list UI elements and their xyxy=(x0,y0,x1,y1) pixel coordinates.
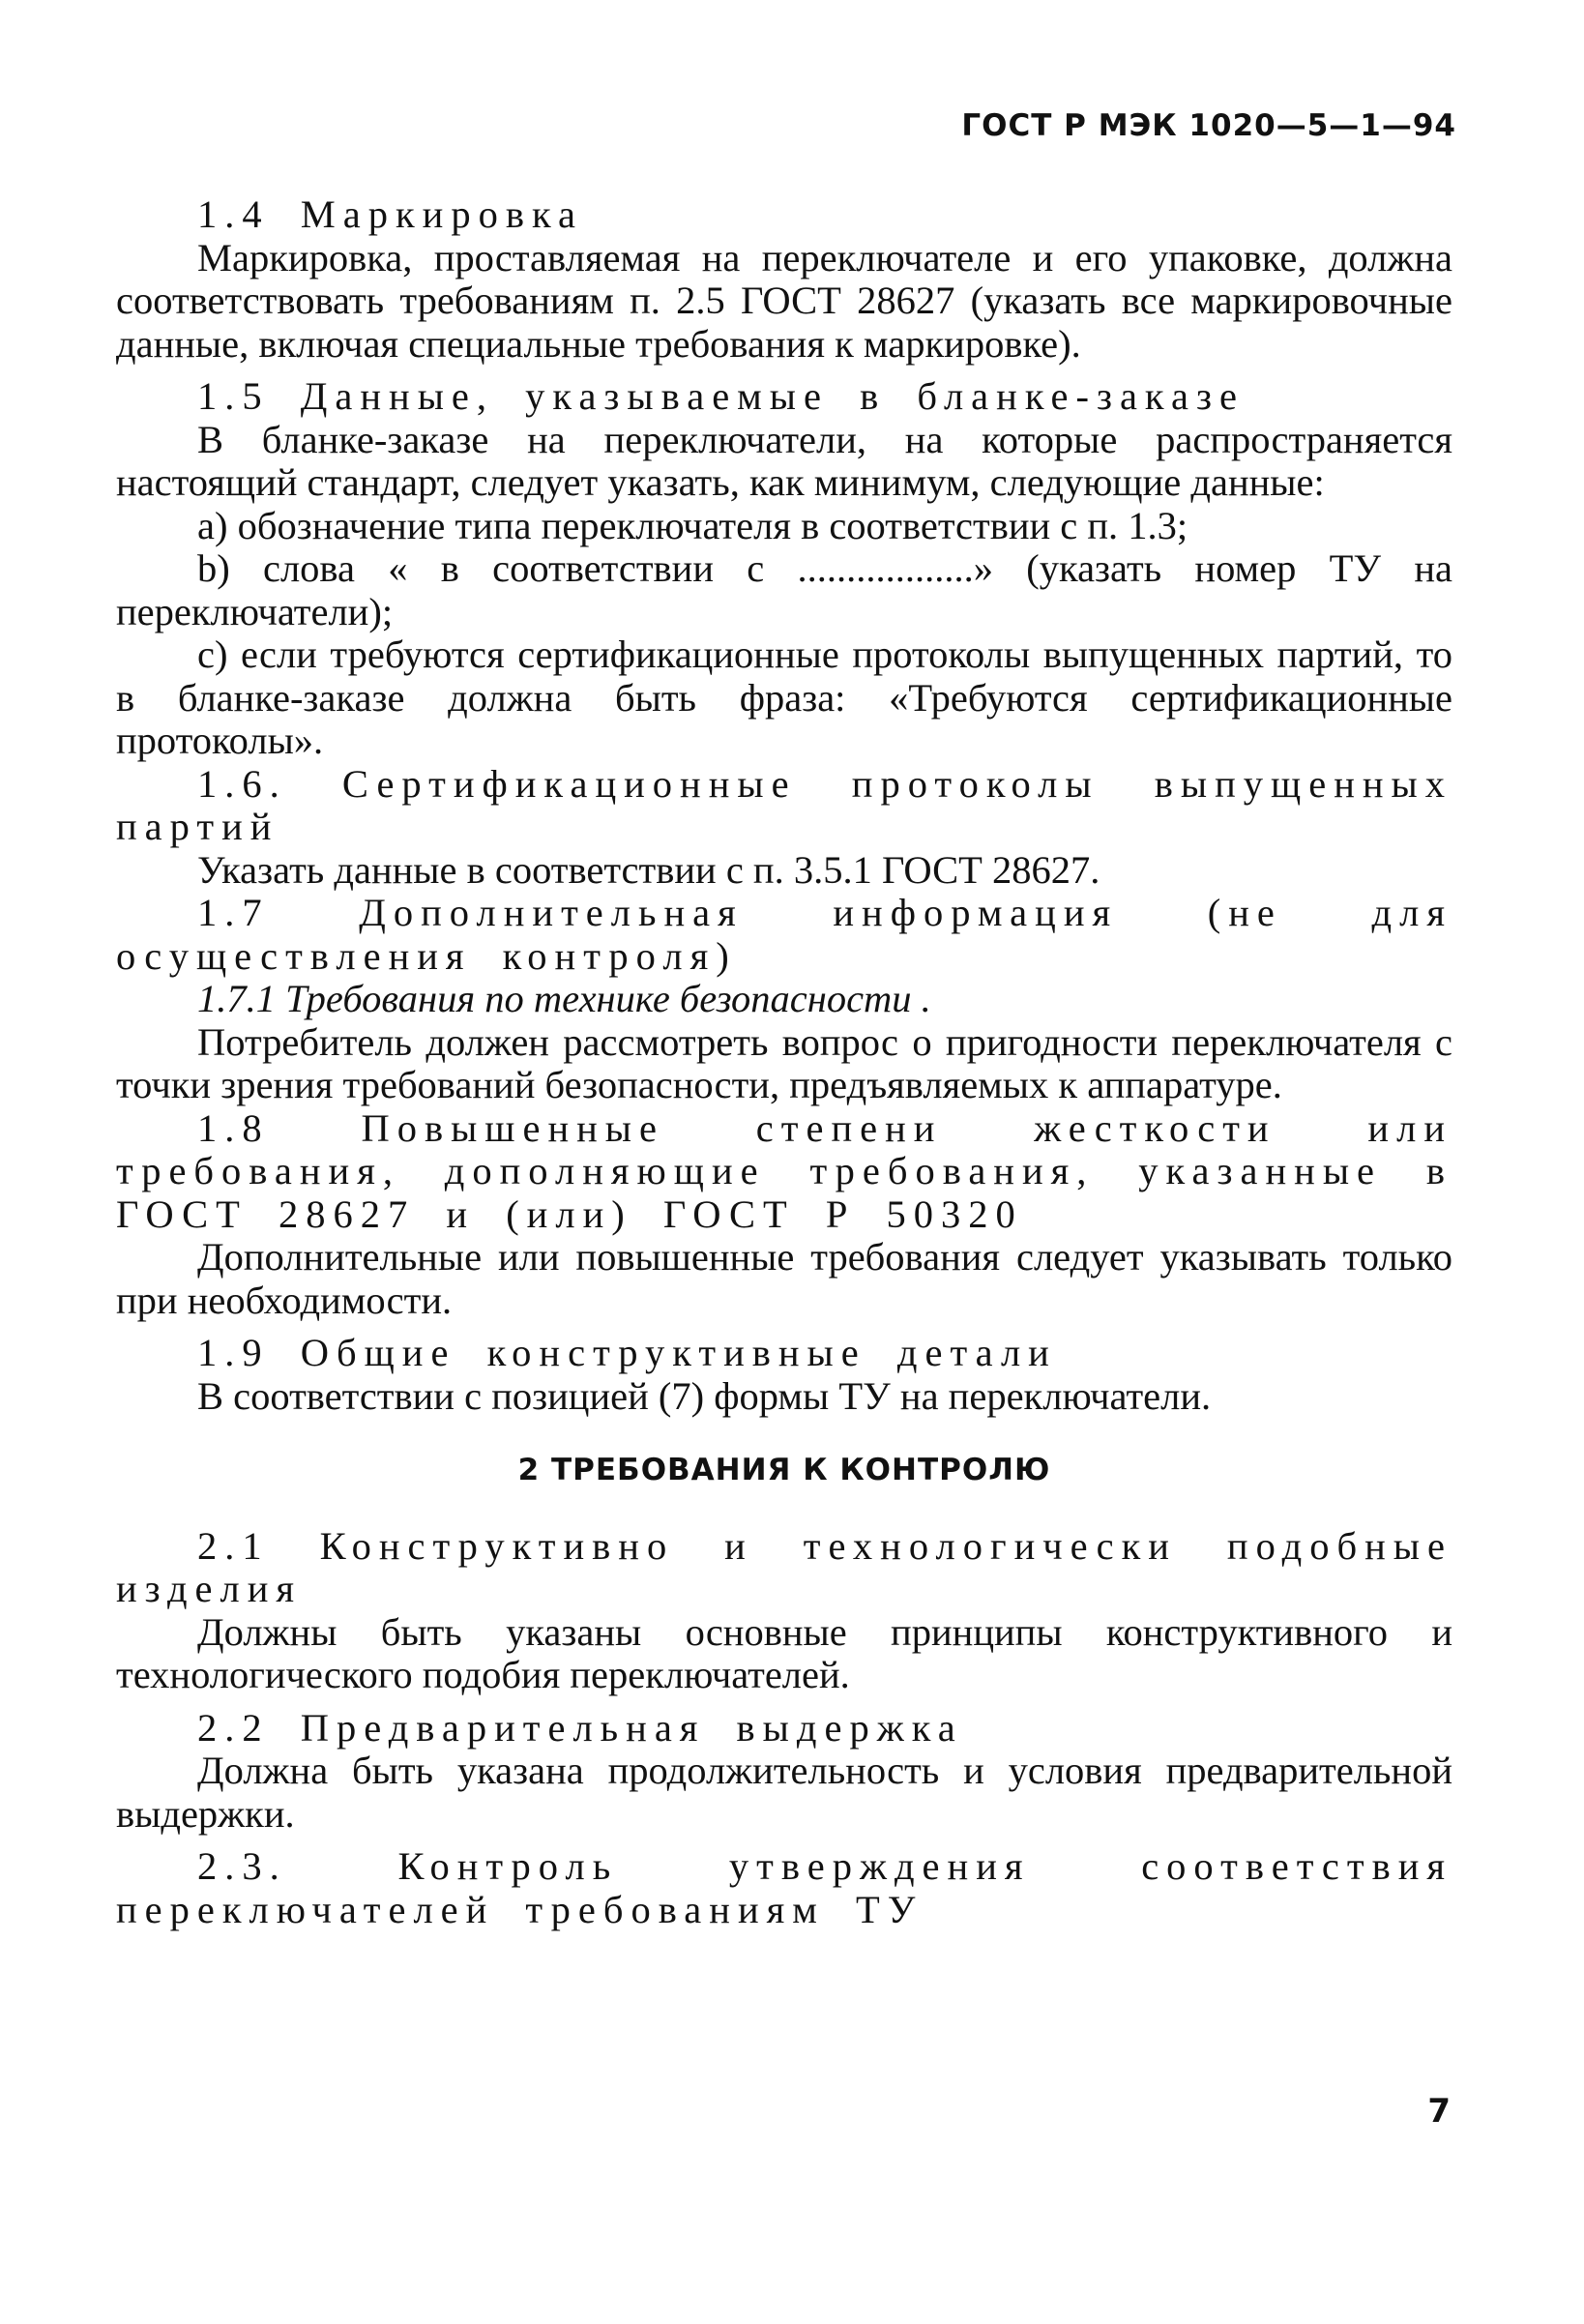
heading-2-2: 2.2 Предварительная выдержка xyxy=(197,1705,963,1750)
heading-1-7: 1.7 Дополнительная информация (не для осуществления контроля) xyxy=(116,891,1452,978)
paragraph-2-1: Должны быть указаны основные принципы конструктивного и технологического подобия переключателей. xyxy=(116,1609,1452,1696)
heading-1-8: 1.8 Повышенные степени жесткости или требования, дополняющие требования, указанные в ГОСТ 28627 и (или) ГОСТ Р 50320 xyxy=(116,1105,1452,1236)
paragraph-1-5: В бланке-заказе на переключатели, на которые распространяется настоящий стандарт, следует указать, как минимум, следующие данные: xyxy=(116,417,1452,504)
section-2-title: 2 ТРЕБОВАНИЯ К КОНТРОЛЮ xyxy=(517,1453,1051,1487)
heading-1-4: 1.4 Маркировка xyxy=(197,192,583,236)
page-number: 7 xyxy=(1427,2092,1451,2131)
paragraph-1-8: Дополнительные или повышенные требования следует указывать только при необходимости. xyxy=(116,1235,1452,1322)
heading-1-7-1: 1.7.1 Требования по технике безопасности . xyxy=(197,977,931,1020)
list-item-c: c) если требуются сертификационные протоколы выпущенных партий, то в бланке-заказе должна быть фраза: «Требуются сертификационные протоколы». xyxy=(116,632,1452,762)
heading-1-6: 1.6. Сертификационные протоколы выпущенных партий xyxy=(116,761,1452,848)
heading-2-3: 2.3. Контроль утверждения соответствия переключателей требованиям ТУ xyxy=(116,1844,1452,1931)
paragraph-1-4: Маркировка, проставляемая на переключателе и его упаковке, должна соответствовать требованиям п. 2.5 ГОСТ 28627 (указать все маркировочные данные, включая специальные требования к маркировке). xyxy=(116,235,1452,366)
list-item-a: а) обозначение типа переключателя в соответствии с п. 1.3; xyxy=(197,503,1188,547)
paragraph-1-7-1: Потребитель должен рассмотреть вопрос о пригодности переключателя с точки зрения требований безопасности, предъявляемых к аппаратуре. xyxy=(116,1019,1452,1106)
paragraph-2-2: Должна быть указана продолжительность и условия предварительной выдержки. xyxy=(116,1749,1452,1836)
list-item-b: b) слова « в соответствии с ..................» (указать номер ТУ на переключатели); xyxy=(116,546,1452,633)
paragraph-1-6: Указать данные в соответствии с п. 3.5.1 ГОСТ 28627. xyxy=(197,847,1100,892)
heading-1-9: 1.9 Общие конструктивные детали xyxy=(197,1331,1057,1374)
standard-designation: ГОСТ Р МЭК 1020—5—1—94 xyxy=(961,108,1456,143)
page-body xyxy=(116,193,1452,1931)
heading-1-5: 1.5 Данные, указываемые в бланке-заказе xyxy=(197,374,1245,418)
heading-2-1: 2.1 Конструктивно и технологически подобные изделия xyxy=(116,1523,1452,1610)
paragraph-1-9: В соответствии с позицией (7) формы ТУ на переключатели. xyxy=(197,1373,1212,1418)
